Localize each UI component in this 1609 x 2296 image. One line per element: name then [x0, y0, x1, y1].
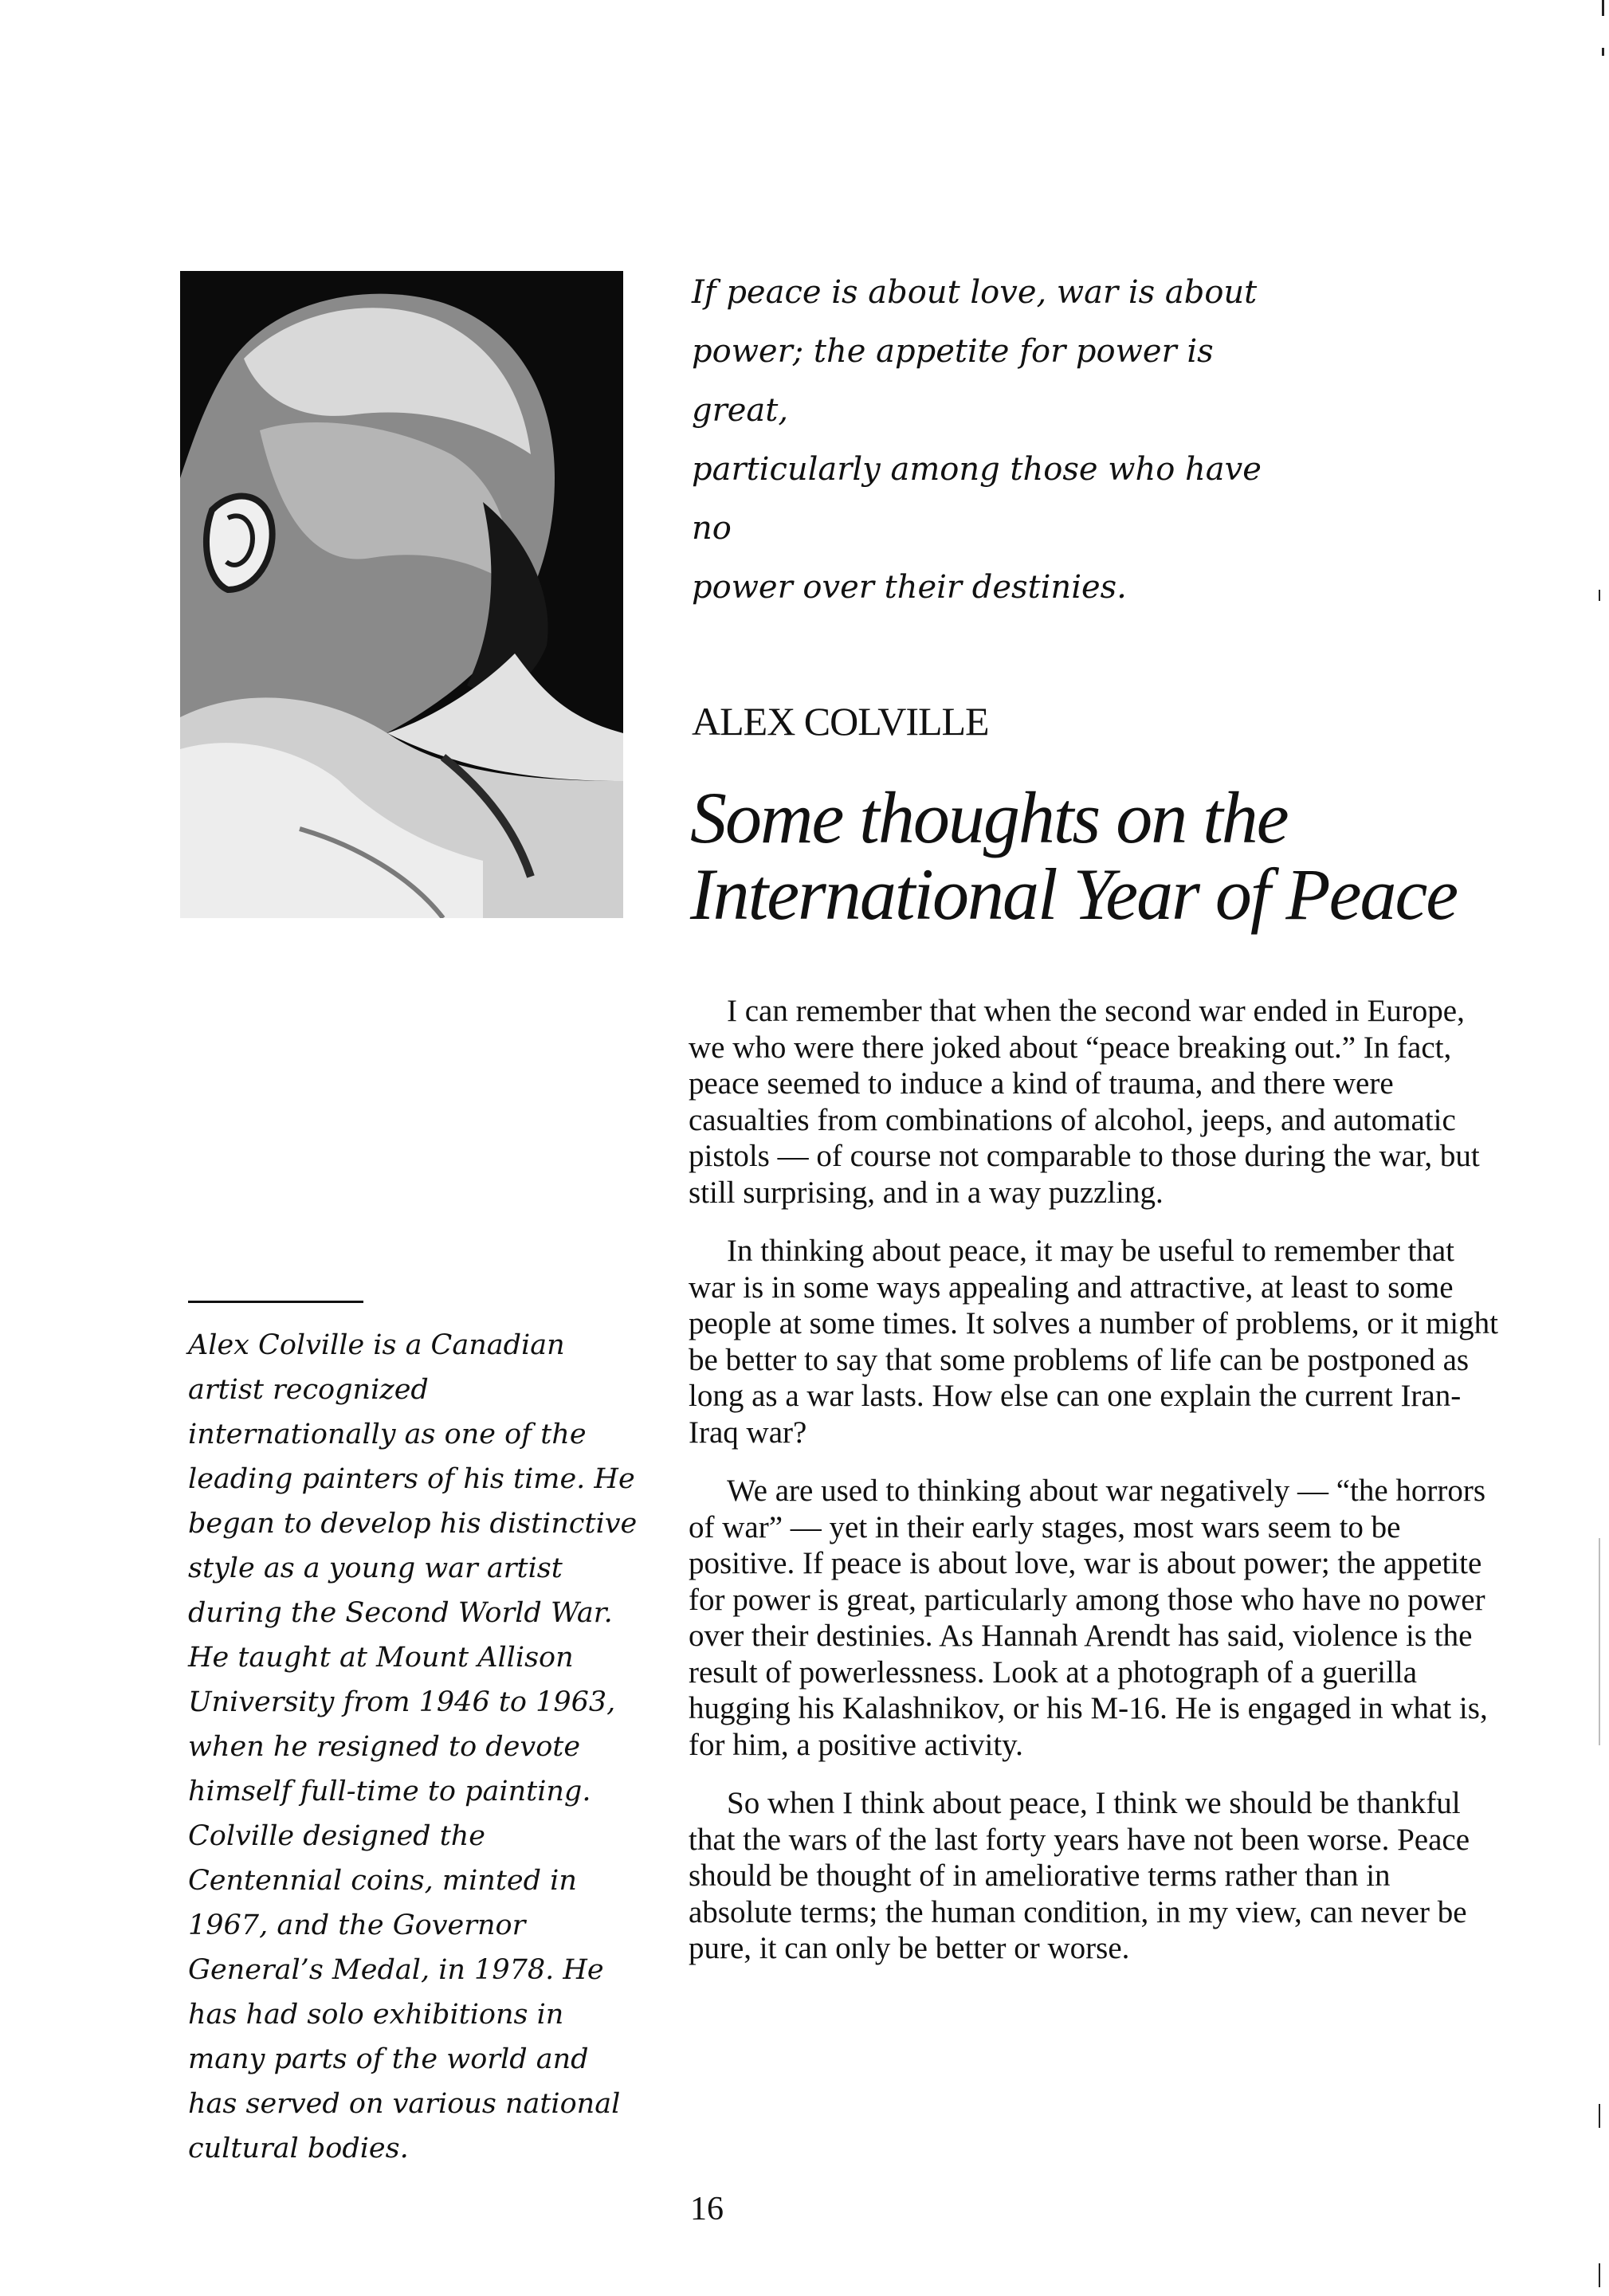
scan-edge-mark — [1602, 0, 1604, 16]
epigraph-line: particularly among those who have no — [692, 451, 1262, 547]
scan-edge-mark — [1599, 2263, 1600, 2287]
page-number: 16 — [690, 2191, 724, 2227]
epigraph-line: power over their destinies. — [692, 569, 1127, 606]
epigraph-line: If peace is about love, war is about — [692, 274, 1258, 311]
scan-edge-mark — [1602, 48, 1604, 56]
body-paragraph: In thinking about peace, it may be useful to remember that war is in some ways appealing and attractive, at least to some people at some times. It solves a number of problems, or it might be better to say that some problems of life can be postponed as long as a war lasts. How else can one explain the current Iran-Iraq war? — [689, 1234, 1498, 1450]
bio-divider-rule — [188, 1301, 363, 1303]
epigraph-quote — [692, 263, 1297, 617]
body-paragraph: So when I think about peace, I think we should be thankful that the wars of the last forty years have not been worse. Peace should be thought of in ameliorative terms rather than in absolute terms; the human condition, in my view, can never be pure, it can only be better or worse. — [689, 1786, 1470, 1965]
portrait-image — [180, 271, 623, 918]
body-paragraph: I can remember that when the second war ended in Europe, we who were there joked about “peace breaking out.” In fact, peace seemed to induce a kind of trauma, and there were casualties from combinations of alcohol, jeeps, and automatic pistols — of course not comparable to those during the war, but still surprising, and in a way puzzling. — [689, 994, 1480, 1210]
article-title — [690, 777, 1567, 935]
article-title-line: Some thoughts on the — [690, 777, 1288, 858]
scan-edge-mark — [1599, 590, 1600, 601]
author-name: ALEX COLVILLE — [692, 699, 989, 744]
scan-edge-mark — [1599, 2104, 1600, 2128]
article-body — [689, 993, 1501, 1989]
body-paragraph: We are used to thinking about war negatively — “the horrors of war” — yet in their early stages, most wars seem to be positive. If peace is about love, war is about power; the appetite for power is great, particularly among those who have no power over their destinies. As Hannah Arendt has said, violence is the result of powerlessness. Look at a photograph of a guerilla hugging his Kalashnikov, or his M-16. He is engaged in what is, for him, a positive activity. — [689, 1474, 1488, 1762]
author-portrait-photo — [180, 271, 623, 918]
scan-edge-mark — [1599, 1538, 1600, 1745]
article-title-line: International Year of Peace — [690, 854, 1458, 935]
epigraph-line: power; the appetite for power is great, — [692, 333, 1214, 429]
author-bio: Alex Colville is a Canadian artist recognized internationally as one of the leading painters of his time. He began to develop his distinctive style as a young war artist during the Second World War. He taught at Mount Allison University from 1946 to 1963, when he resigned to devote himself full-time to painting. Colville designed the Centennial coins, minted in 1967, and the Governor General’s Medal, in 1978. He has had solo exhibitions in many parts of the world and has served on various national cultural bodies. — [188, 1329, 638, 2165]
